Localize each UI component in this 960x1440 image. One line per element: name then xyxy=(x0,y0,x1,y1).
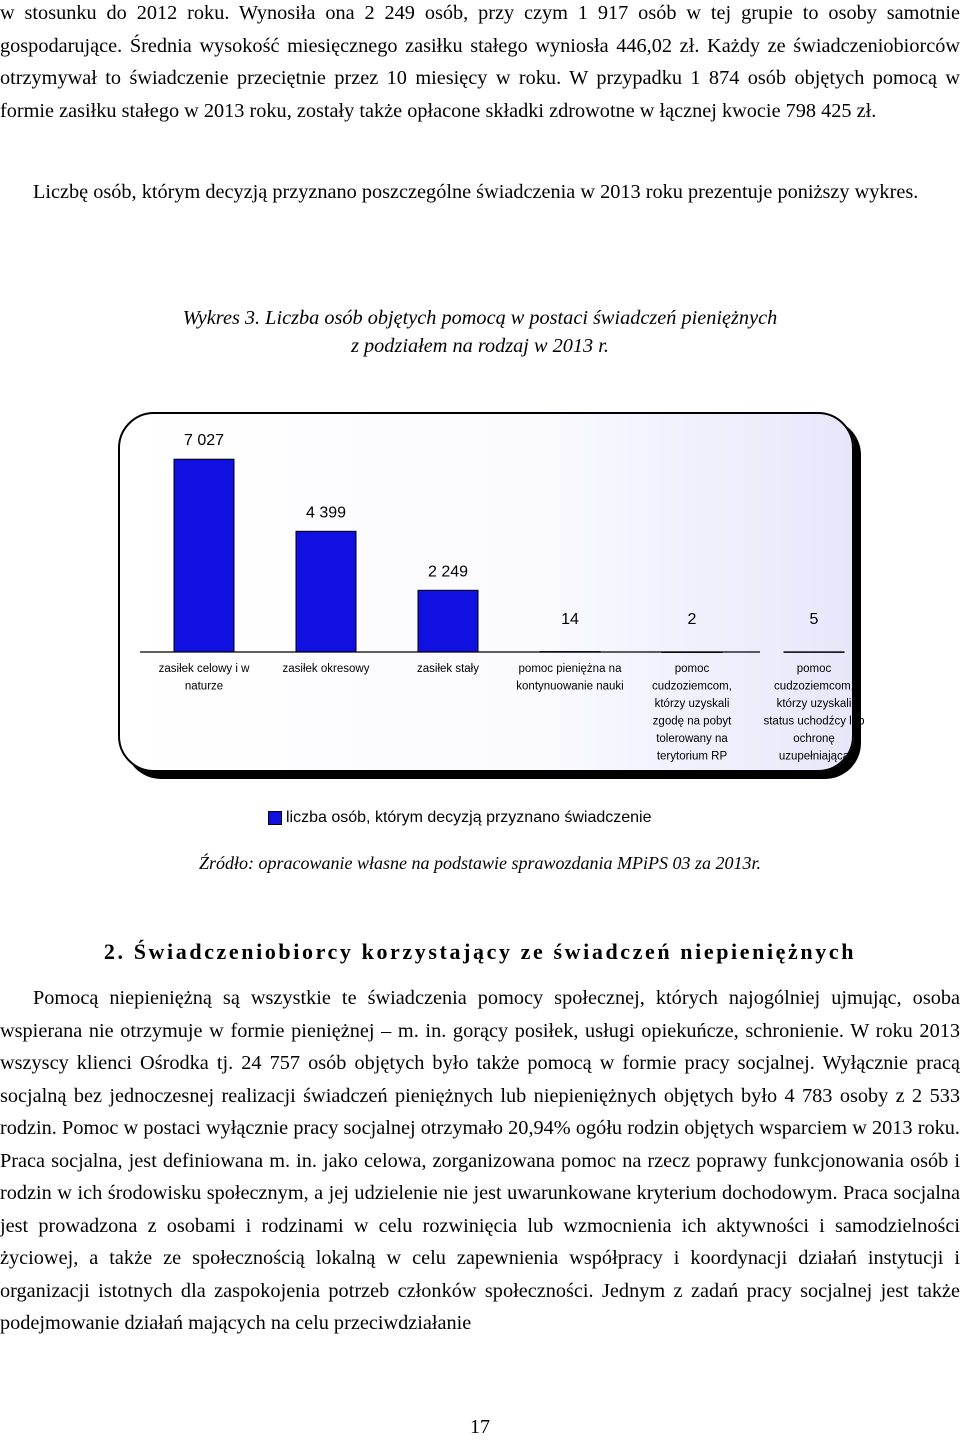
chart-legend xyxy=(268,808,652,828)
bar-1 xyxy=(296,531,356,652)
category-label-5-line-1: cudzoziemcom, xyxy=(774,680,854,693)
category-label-0-line-1: naturze xyxy=(184,680,224,693)
chart-bars xyxy=(174,459,844,652)
category-label-1-line-0: zasiłek okresowy xyxy=(282,663,370,675)
chart-category-labels xyxy=(159,663,865,763)
legend-swatch xyxy=(268,811,282,825)
bar-5 xyxy=(784,652,844,653)
category-label-2-line-0: zasiłek stały xyxy=(417,663,479,675)
value-label-3: 14 xyxy=(561,611,579,628)
figure-caption-text: Wykres 3. Liczba osób objętych pomocą w postaci świadczeń pieniężnych z podziałem na rodzaj w 2013 r. xyxy=(182,307,778,357)
category-label-4-line-4: tolerowany na xyxy=(656,733,728,745)
source-note: Źródło: opracowanie własne na podstawie sprawozdania MPiPS 03 za 2013r. xyxy=(198,853,762,873)
category-label-0-line-0: zasiłek celowy i w xyxy=(158,663,250,675)
category-label-5-line-0: pomoc xyxy=(796,663,832,675)
section-heading: 2. Świadczeniobiorcy korzystający ze świadczeń niepieniężnych xyxy=(103,939,857,964)
value-label-4: 2 xyxy=(687,611,697,628)
category-label-4-line-0: pomoc xyxy=(674,663,710,675)
category-label-4-line-1: cudzoziemcom, xyxy=(652,680,732,693)
category-label-4-line-2: którzy uzyskali xyxy=(654,698,730,710)
category-label-3-line-0: pomoc pieniężna na xyxy=(518,663,622,675)
bar-2 xyxy=(418,590,478,652)
chart-value-labels xyxy=(184,432,819,628)
value-label-0: 7 027 xyxy=(183,432,225,450)
chart-intro-paragraph: Liczbę osób, którym decyzją przyznano poszczególne świadczenia w 2013 roku prezentuje poniższy wykres. xyxy=(33,181,919,203)
category-label-5-line-5: uzupełniającą xyxy=(778,750,850,763)
value-label-5: 5 xyxy=(809,611,819,628)
category-label-4-line-3: zgodę na pobyt xyxy=(652,715,732,728)
category-label-5-line-4: ochronę xyxy=(793,733,835,745)
category-label-4-line-5: terytorium RP xyxy=(656,750,728,763)
category-label-3-line-1: kontynuowanie nauki xyxy=(516,680,624,693)
page-number: 17 xyxy=(470,1416,490,1438)
body-paragraph: Pomocą niepieniężną są wszystkie te świadczenia pomocy społecznej, których najogólniej ujmując, osoba wspierana nie otrzymuje w formie pieniężnej – m. in. gorący posiłek, usługi opiekuńcze, schronienie. W roku 2013 wszyscy klienci Ośrodka tj. 24 757 osób objętych było także pomocą w formie pracy socjalnej. Wyłącznie pracą socjalną bez jednoczesnej realizacji świadczeń pieniężnych lub niepieniężnych objętych było 4 783 osoby z 2 533 rodzin. Pomoc w postaci wyłącznie pracy socjalnej otrzymało 20,94% ogółu rodzin objętych wsparciem w 2013 roku. Praca socjalna, jest definiowana m. in. jako celowa, zorganizowana pomoc na rzecz poprawy funkcjonowania osób i rodzin w ich środowisku społecznym, a jej udzielenie nie jest uwarunkowane kryterium dochodowym. Praca socjalna jest prowadzona z osobami i rodzinami w celu rozwinięcia lub wzmocnienia ich aktywności i samodzielności życiowej, a także ze społecznością lokalną w celu zapewnienia współpracy i koordynacji działań instytucji i organizacji istotnych dla zaspokojenia potrzeb członków społeczności. Jednym z zadań pracy socjalnej jest także podejmowanie działań mających na celu przeciwdziałanie xyxy=(0,987,960,1334)
category-label-5-line-3: status uchodźcy lub xyxy=(763,715,865,728)
value-label-1: 4 399 xyxy=(305,504,347,522)
value-label-2: 2 249 xyxy=(427,563,469,581)
category-label-5-line-2: którzy uzyskali xyxy=(776,698,852,710)
intro-paragraph: w stosunku do 2012 roku. Wynosiła ona 2 249 osób, przy czym 1 917 osób w tej grupie to osoby samotnie gospodarujące. Średnia wysokość miesięcznego zasiłku stałego wyniosła 446,02 zł. Każdy ze świadczeniobiorców otrzymywał to świadczenie przeciętnie przez 10 miesięcy w roku. W przypadku 1 874 osób objętych pomocą w formie zasiłku stałego w 2013 roku, zostały także opłacone składki zdrowotne w łącznej kwocie 798 425 zł. xyxy=(0,2,960,122)
bar-0 xyxy=(174,459,234,652)
legend-label: liczba osób, którym decyzją przyznano świadczenie xyxy=(286,809,652,826)
